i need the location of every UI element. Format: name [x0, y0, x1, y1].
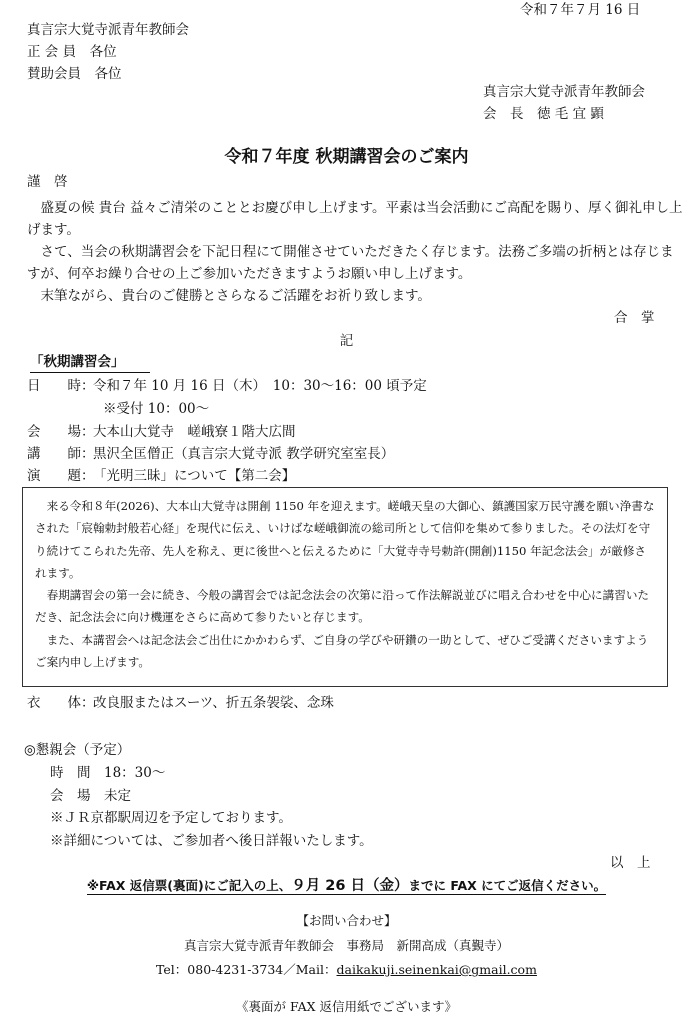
- event-attire-value: 改良服またはスーツ、折五条袈裟、念珠: [93, 695, 334, 711]
- page-title: 令和７年度 秋期講習会のご案内: [224, 147, 469, 167]
- event-reception: ※受付 10：00～: [103, 401, 210, 417]
- body-paragraph: さて、当会の秋期講習会を下記日程にて開催させていただきたく存じます。法務ご多端の折柄とは存じますが、何卒お繰り合せの上ご参加いただきますようお願い申し上げます。: [27, 244, 674, 282]
- sender-name: 会 長 徳 毛 宜 顕: [483, 106, 604, 122]
- social-note-details: ※詳細については、ご参加者へ後日詳報いたします。: [50, 833, 373, 849]
- social-venue: 会 場 未定: [50, 788, 131, 804]
- event-topic-row: [27, 470, 295, 484]
- social-time: 時 間 18：30～: [50, 765, 166, 781]
- event-topic-value: 「光明三昧」について【第二会】: [93, 468, 296, 484]
- event-attire-label: 衣 体：: [27, 695, 95, 711]
- description-paragraph: 来る令和８年(2026)、大本山大覚寺は開創 1150 年を迎えます。嵯峨天皇の大御心、鎮護国家万民守護を願い浄書なされた「宸翰勅封般若心経」を現代に伝え、いけばな嵯峨御流の総司所として信仰を集めて参りました。その法灯を守り続けてこられた先帝、先人を称え、更に後世へと伝えるために「大覚寺寺号勅許(開創)1150 年記念法会」が厳修されます。: [35, 499, 655, 580]
- footer-note: 《裏面が FAX 返信用紙でございます》: [236, 999, 457, 1014]
- recipient-members: 正 会 員 各位: [27, 44, 117, 60]
- ijo: 以 上: [610, 855, 651, 871]
- lecture-description-box: [22, 487, 668, 687]
- event-attire-row: [27, 697, 334, 711]
- body-paragraph: 盛夏の候 貴台 益々ご清栄のこととお慶び申し上げます。平素は当会活動にご高配を賜り、厚く御礼申し上げます。: [27, 200, 683, 238]
- description-paragraph: 春期講習会の第一会に続き、今般の講習会では記念法会の次第に沿って作法解説並びに唱え合わせを中心に講習いただき、記念法会に向け機運をさらに高めて参りたいと存じます。: [35, 588, 650, 625]
- contact-heading: 【お問い合わせ】: [296, 913, 397, 928]
- event-date-value: 令和７年 10 月 16 日（木） 10：30～16：00 頃予定: [93, 378, 427, 394]
- event-topic-label: 演 題：: [27, 468, 95, 484]
- contact-email-link[interactable]: daikakuji.seinenkai@gmail.com: [336, 962, 537, 977]
- ki-heading: 記: [339, 333, 354, 349]
- event-venue-label: 会 場：: [27, 424, 95, 440]
- body-paragraph: 末筆ながら、貴台のご健勝とさらなるご活躍をお祈り致します。: [40, 288, 431, 304]
- contact-line: [0, 964, 693, 977]
- event-lecturer-label: 講 師：: [27, 446, 95, 462]
- document-date: 令和７年７月 16 日: [520, 2, 641, 18]
- deadline-date: ９月 26 日（金）: [291, 878, 409, 894]
- contact-tel: Tel：080-4231-3734／Mail：: [156, 962, 337, 977]
- social-note-location: ※ＪＲ京都駅周辺を予定しております。: [50, 810, 292, 826]
- event-section-title: 「秋期講習会」: [30, 354, 125, 370]
- event-date-label: 日 時：: [27, 378, 95, 394]
- event-venue-row: [27, 426, 296, 440]
- deadline-underline: [87, 878, 606, 895]
- event-date-row: [27, 380, 427, 394]
- description-paragraph: また、本講習会へは記念法会ご出仕にかかわらず、ご自身の学びや研鑽の一助として、ぜひご受講くださいますようご案内申し上げます。: [35, 632, 649, 670]
- deadline-text-before: ※FAX 返信票(裏面)にご記入の上、: [86, 878, 292, 893]
- contact-org: 真言宗大覚寺派青年教師会 事務局 新開高成（真覲寺）: [183, 938, 509, 953]
- letter-body: [27, 197, 687, 307]
- deadline-notice: [0, 879, 693, 894]
- closing: 合 掌: [614, 310, 655, 326]
- social-heading: ◎懇親会（予定）: [24, 742, 131, 758]
- event-venue-value: 大本山大覚寺 嵯峨寮１階大広間: [93, 424, 296, 440]
- event-lecturer-value: 黒沢全匡僧正（真言宗大覚寺派 教学研究室室長）: [93, 446, 395, 462]
- event-lecturer-row: [27, 448, 394, 462]
- recipient-org: 真言宗大覚寺派青年教師会: [27, 22, 189, 38]
- section-underline: [30, 372, 150, 373]
- salutation: 謹 啓: [27, 174, 68, 190]
- sender-org: 真言宗大覚寺派青年教師会: [483, 84, 645, 100]
- deadline-text-after: までに FAX にてご返信ください。: [408, 878, 607, 893]
- recipient-supporters: 賛助会員 各位: [27, 66, 122, 82]
